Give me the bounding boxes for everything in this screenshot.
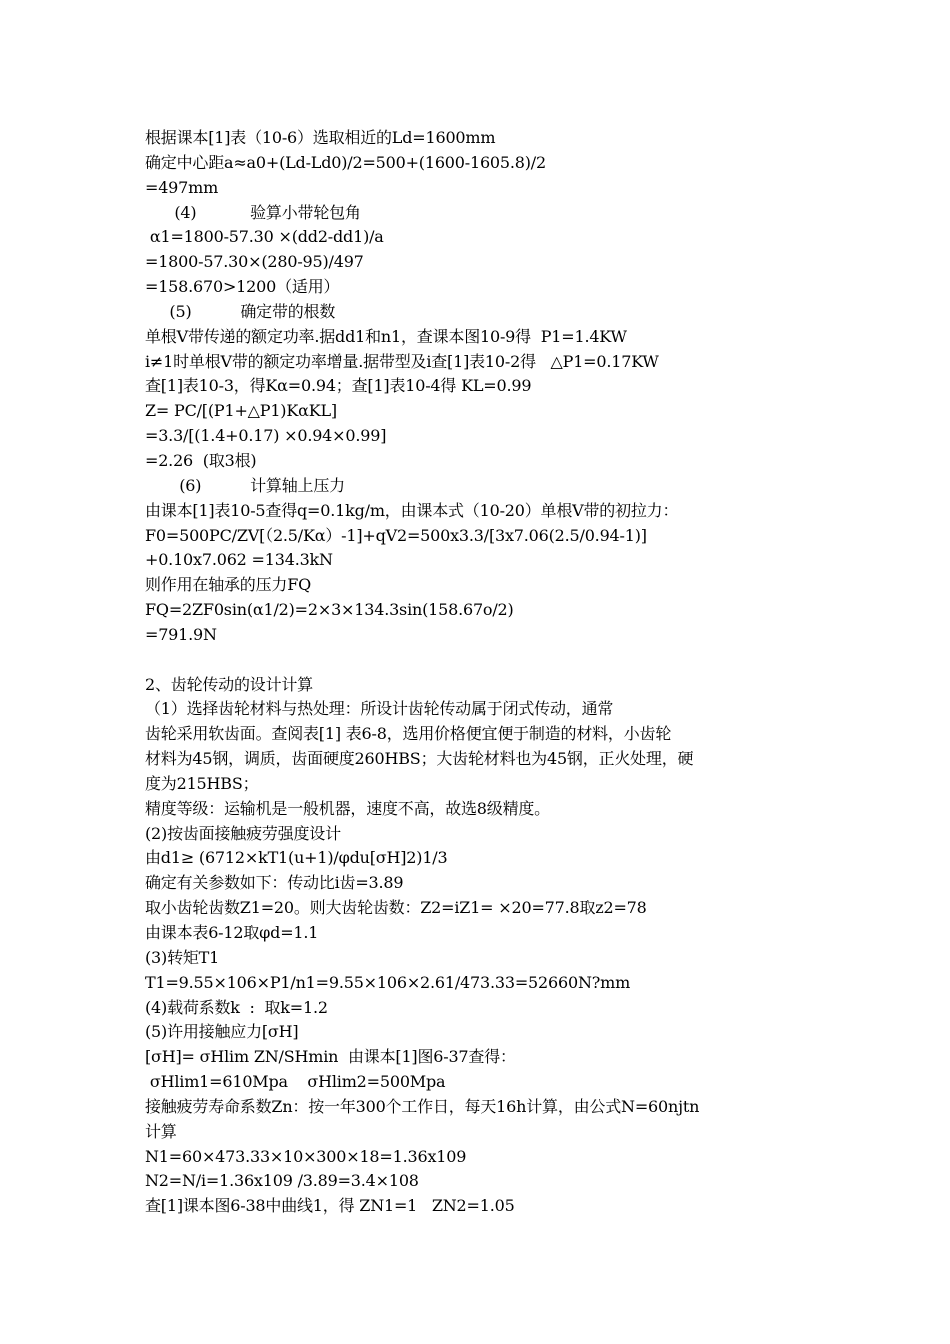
text-line: 确定中心距a≈a0+(Ld-Ld0)/2=500+(1600-1605.8)/2 bbox=[145, 152, 546, 172]
document-body bbox=[145, 126, 810, 1219]
text-line: F0=500PC/ZV[（2.5/Kα）-1]+qV2=500x3.3/[3x7.06(2.5/0.94-1)] bbox=[145, 525, 647, 545]
text-line: 由课本[1]表10-5查得q=0.1kg/m，由课本式（10-20）单根V带的初拉力： bbox=[145, 500, 679, 520]
text-line: 精度等级：运输机是一般机器，速度不高，故选8级精度。 bbox=[145, 798, 550, 818]
section-heading: (4) 验算小带轮包角 bbox=[145, 202, 361, 222]
blank-line bbox=[145, 648, 810, 673]
text-line: (4)载荷系数k : 取k=1.2 bbox=[145, 997, 328, 1017]
text-line: (3)转矩T1 bbox=[145, 947, 220, 967]
text-line: 单根V带传递的额定功率.据dd1和n1，查课本图10-9得 P1=1.4KW bbox=[145, 326, 627, 346]
text-line: （1）选择齿轮材料与热处理：所设计齿轮传动属于闭式传动，通常 bbox=[145, 699, 614, 719]
text-line: 则作用在轴承的压力FQ bbox=[145, 575, 312, 595]
text-line: =497mm bbox=[145, 177, 219, 197]
text-line: =2.26 (取3根) bbox=[145, 450, 257, 470]
text-line: Z= PC/[(P1+△P1)KαKL] bbox=[145, 401, 337, 421]
text-line: 齿轮采用软齿面。查阅表[1] 表6-8，选用价格便宜便于制造的材料，小齿轮 bbox=[145, 724, 672, 744]
text-line: +0.10x7.062 =134.3kN bbox=[145, 550, 333, 570]
text-line: N1=60×473.33×10×300×18=1.36x109 bbox=[145, 1146, 467, 1166]
text-line: 由d1≥ (6712×kT1(u+1)/φdu[σH]2)1/3 bbox=[145, 848, 448, 868]
text-line: 根据课本[1]表（10-6）选取相近的Ld=1600mm bbox=[145, 128, 496, 147]
text-line: σHlim1=610Mpa σHlim2=500Mpa bbox=[145, 1072, 446, 1092]
text-line: 查[1]表10-3，得Kα=0.94；查[1]表10-4得 KL=0.99 bbox=[145, 376, 532, 396]
text-line: =3.3/[(1.4+0.17) ×0.94×0.99] bbox=[145, 426, 387, 446]
text-line: 取小齿轮齿数Z1=20。则大齿轮齿数：Z2=iZ1= ×20=77.8取z2=78 bbox=[145, 898, 647, 918]
text-line: 查[1]课本图6-38中曲线1，得 ZN1=1 ZN2=1.05 bbox=[145, 1196, 515, 1216]
text-line: =1800-57.30×(280-95)/497 bbox=[145, 252, 364, 272]
section-title: 2、齿轮传动的设计计算 bbox=[145, 674, 313, 694]
text-line: 由课本表6-12取φd=1.1 bbox=[145, 923, 319, 942]
text-line: 确定有关参数如下：传动比i齿=3.89 bbox=[145, 873, 404, 893]
text-line: (5)许用接触应力[σH] bbox=[145, 1022, 299, 1042]
text-line: =158.670>1200（适用） bbox=[145, 277, 340, 297]
text-line: N2=N/i=1.36x109 /3.89=3.4×108 bbox=[145, 1171, 419, 1191]
text-line: FQ=2ZF0sin(α1/2)=2×3×134.3sin(158.67o/2) bbox=[145, 600, 514, 620]
section-heading: (5) 确定带的根数 bbox=[145, 301, 336, 321]
text-line: (2)按齿面接触疲劳强度设计 bbox=[145, 823, 341, 843]
text-line: 计算 bbox=[145, 1121, 177, 1141]
text-line: i≠1时单根V带的额定功率增量.据带型及i查[1]表10-2得 △P1=0.17KW bbox=[145, 351, 659, 371]
text-line: 接触疲劳寿命系数Zn：按一年300个工作日，每天16h计算，由公式N=60njtn bbox=[145, 1096, 700, 1116]
text-line: [σH]= σHlim ZN/SHmin 由课本[1]图6-37查得： bbox=[145, 1047, 516, 1067]
text-line: α1=1800-57.30 ×(dd2-dd1)/a bbox=[145, 227, 384, 247]
text-line: 材料为45钢，调质，齿面硬度260HBS；大齿轮材料也为45钢，正火处理，硬 bbox=[145, 749, 694, 769]
text-line: T1=9.55×106×P1/n1=9.55×106×2.61/473.33=52660N?mm bbox=[145, 972, 631, 992]
text-line: =791.9N bbox=[145, 624, 217, 644]
text-line: 度为215HBS； bbox=[145, 773, 259, 793]
section-heading: (6) 计算轴上压力 bbox=[145, 475, 345, 495]
